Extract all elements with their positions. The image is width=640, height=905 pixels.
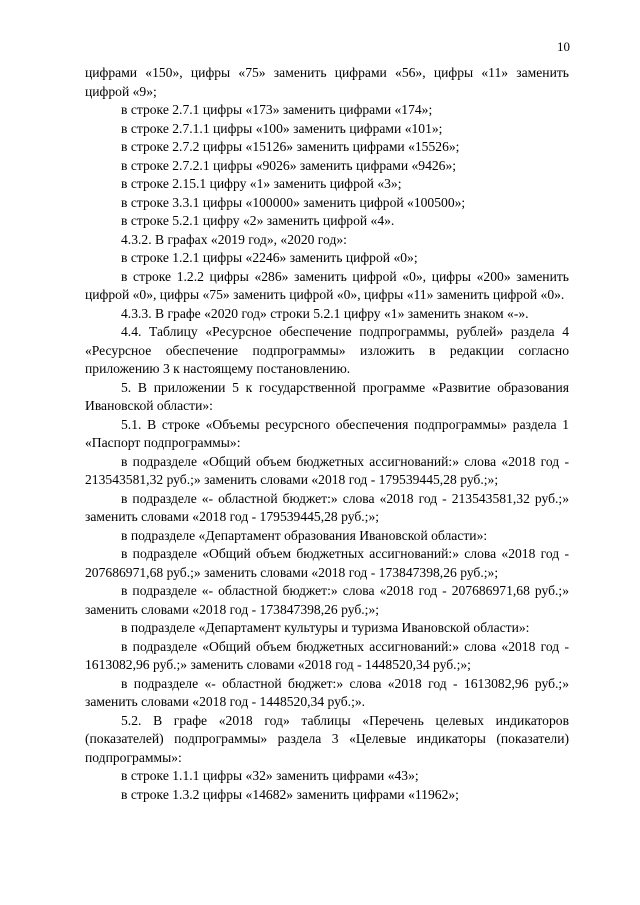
paragraph: в строке 5.2.1 цифру «2» заменить цифрой «4». [121, 213, 395, 228]
paragraph: в подразделе «Общий объем бюджетных ассигнований:» слова «2018 год - 213543581,32 руб.;» заменить словами «2018 год - 179539445,28 руб.;»; [85, 453, 569, 487]
paragraph: в строке 1.2.1 цифры «2246» заменить цифрой «0»; [121, 250, 418, 265]
paragraph: цифрами «150», цифры «75» заменить цифрами «56», цифры «11» заменить цифрой «9»; [85, 65, 569, 99]
paragraph: в подразделе «- областной бюджет:» слова «2018 год - 213543581,32 руб.;» заменить словами «2018 год - 179539445,28 руб.;»; [85, 490, 569, 524]
paragraph: в строке 3.3.1 цифры «100000» заменить цифрой «100500»; [121, 194, 466, 210]
paragraph: 4.3.2. В графах «2019 год», «2020 год»: [121, 231, 347, 247]
paragraph: 4.4. Таблицу «Ресурсное обеспечение подпрограммы, рублей» раздела 4 «Ресурсное обеспечение подпрограммы» изложить в редакции согласно приложению 3 к настоящему постановлению. [85, 324, 569, 376]
paragraph: в строке 2.7.1.1 цифры «100» заменить цифрами «101»; [121, 120, 443, 136]
paragraph: 5.2. В графе «2018 год» таблицы «Перечень целевых индикаторов (показателей) подпрограммы» раздела 3 «Целевые индикаторы (показатели) подпрограммы»: [85, 712, 569, 765]
paragraph: в подразделе «Департамент культуры и туризма Ивановской области»: [121, 620, 530, 635]
paragraph: 4.3.3. В графе «2020 год» строки 5.2.1 цифру «1» заменить знаком «-». [121, 305, 529, 321]
paragraph: в подразделе «- областной бюджет:» слова «2018 год - 1613082,96 руб.;» заменить словами «2018 год - 1448520,34 руб.;». [85, 675, 569, 709]
paragraph: в строке 2.7.2.1 цифры «9026» заменить цифрами «9426»; [121, 157, 457, 173]
paragraph: в строке 1.3.2 цифры «14682» заменить цифрами «11962»; [121, 786, 459, 802]
paragraph: в строке 1.2.2 цифры «286» заменить цифрой «0», цифры «200» заменить цифрой «0», цифры «75» заменить цифрой «0», цифры «11» заменить цифрой «0». [85, 268, 569, 302]
paragraph: 5.1. В строке «Объемы ресурсного обеспечения подпрограммы» раздела 1 «Паспорт подпрограммы»: [85, 416, 569, 450]
document-body [85, 64, 569, 804]
paragraph: в подразделе «- областной бюджет:» слова «2018 год - 207686971,68 руб.;» заменить словами «2018 год - 173847398,26 руб.;»; [85, 583, 569, 617]
paragraph: в строке 2.7.2 цифры «15126» заменить цифрами «15526»; [121, 139, 460, 154]
paragraph: в строке 1.1.1 цифры «32» заменить цифрами «43»; [121, 768, 419, 783]
page-number: 10 [557, 39, 570, 54]
paragraph: в строке 2.15.1 цифру «1» заменить цифрой «3»; [121, 176, 402, 191]
paragraph: в подразделе «Общий объем бюджетных ассигнований:» слова «2018 год - 207686971,68 руб.;» заменить словами «2018 год - 173847398,26 руб.;»; [85, 546, 569, 580]
paragraph: в подразделе «Департамент образования Ивановской области»: [121, 527, 488, 543]
paragraph: 5. В приложении 5 к государственной программе «Развитие образования Ивановской области»: [85, 379, 569, 413]
paragraph: в строке 2.7.1 цифры «173» заменить цифрами «174»; [121, 102, 433, 117]
paragraph: в подразделе «Общий объем бюджетных ассигнований:» слова «2018 год - 1613082,96 руб.;» заменить словами «2018 год - 1448520,34 руб.;»; [85, 638, 569, 672]
